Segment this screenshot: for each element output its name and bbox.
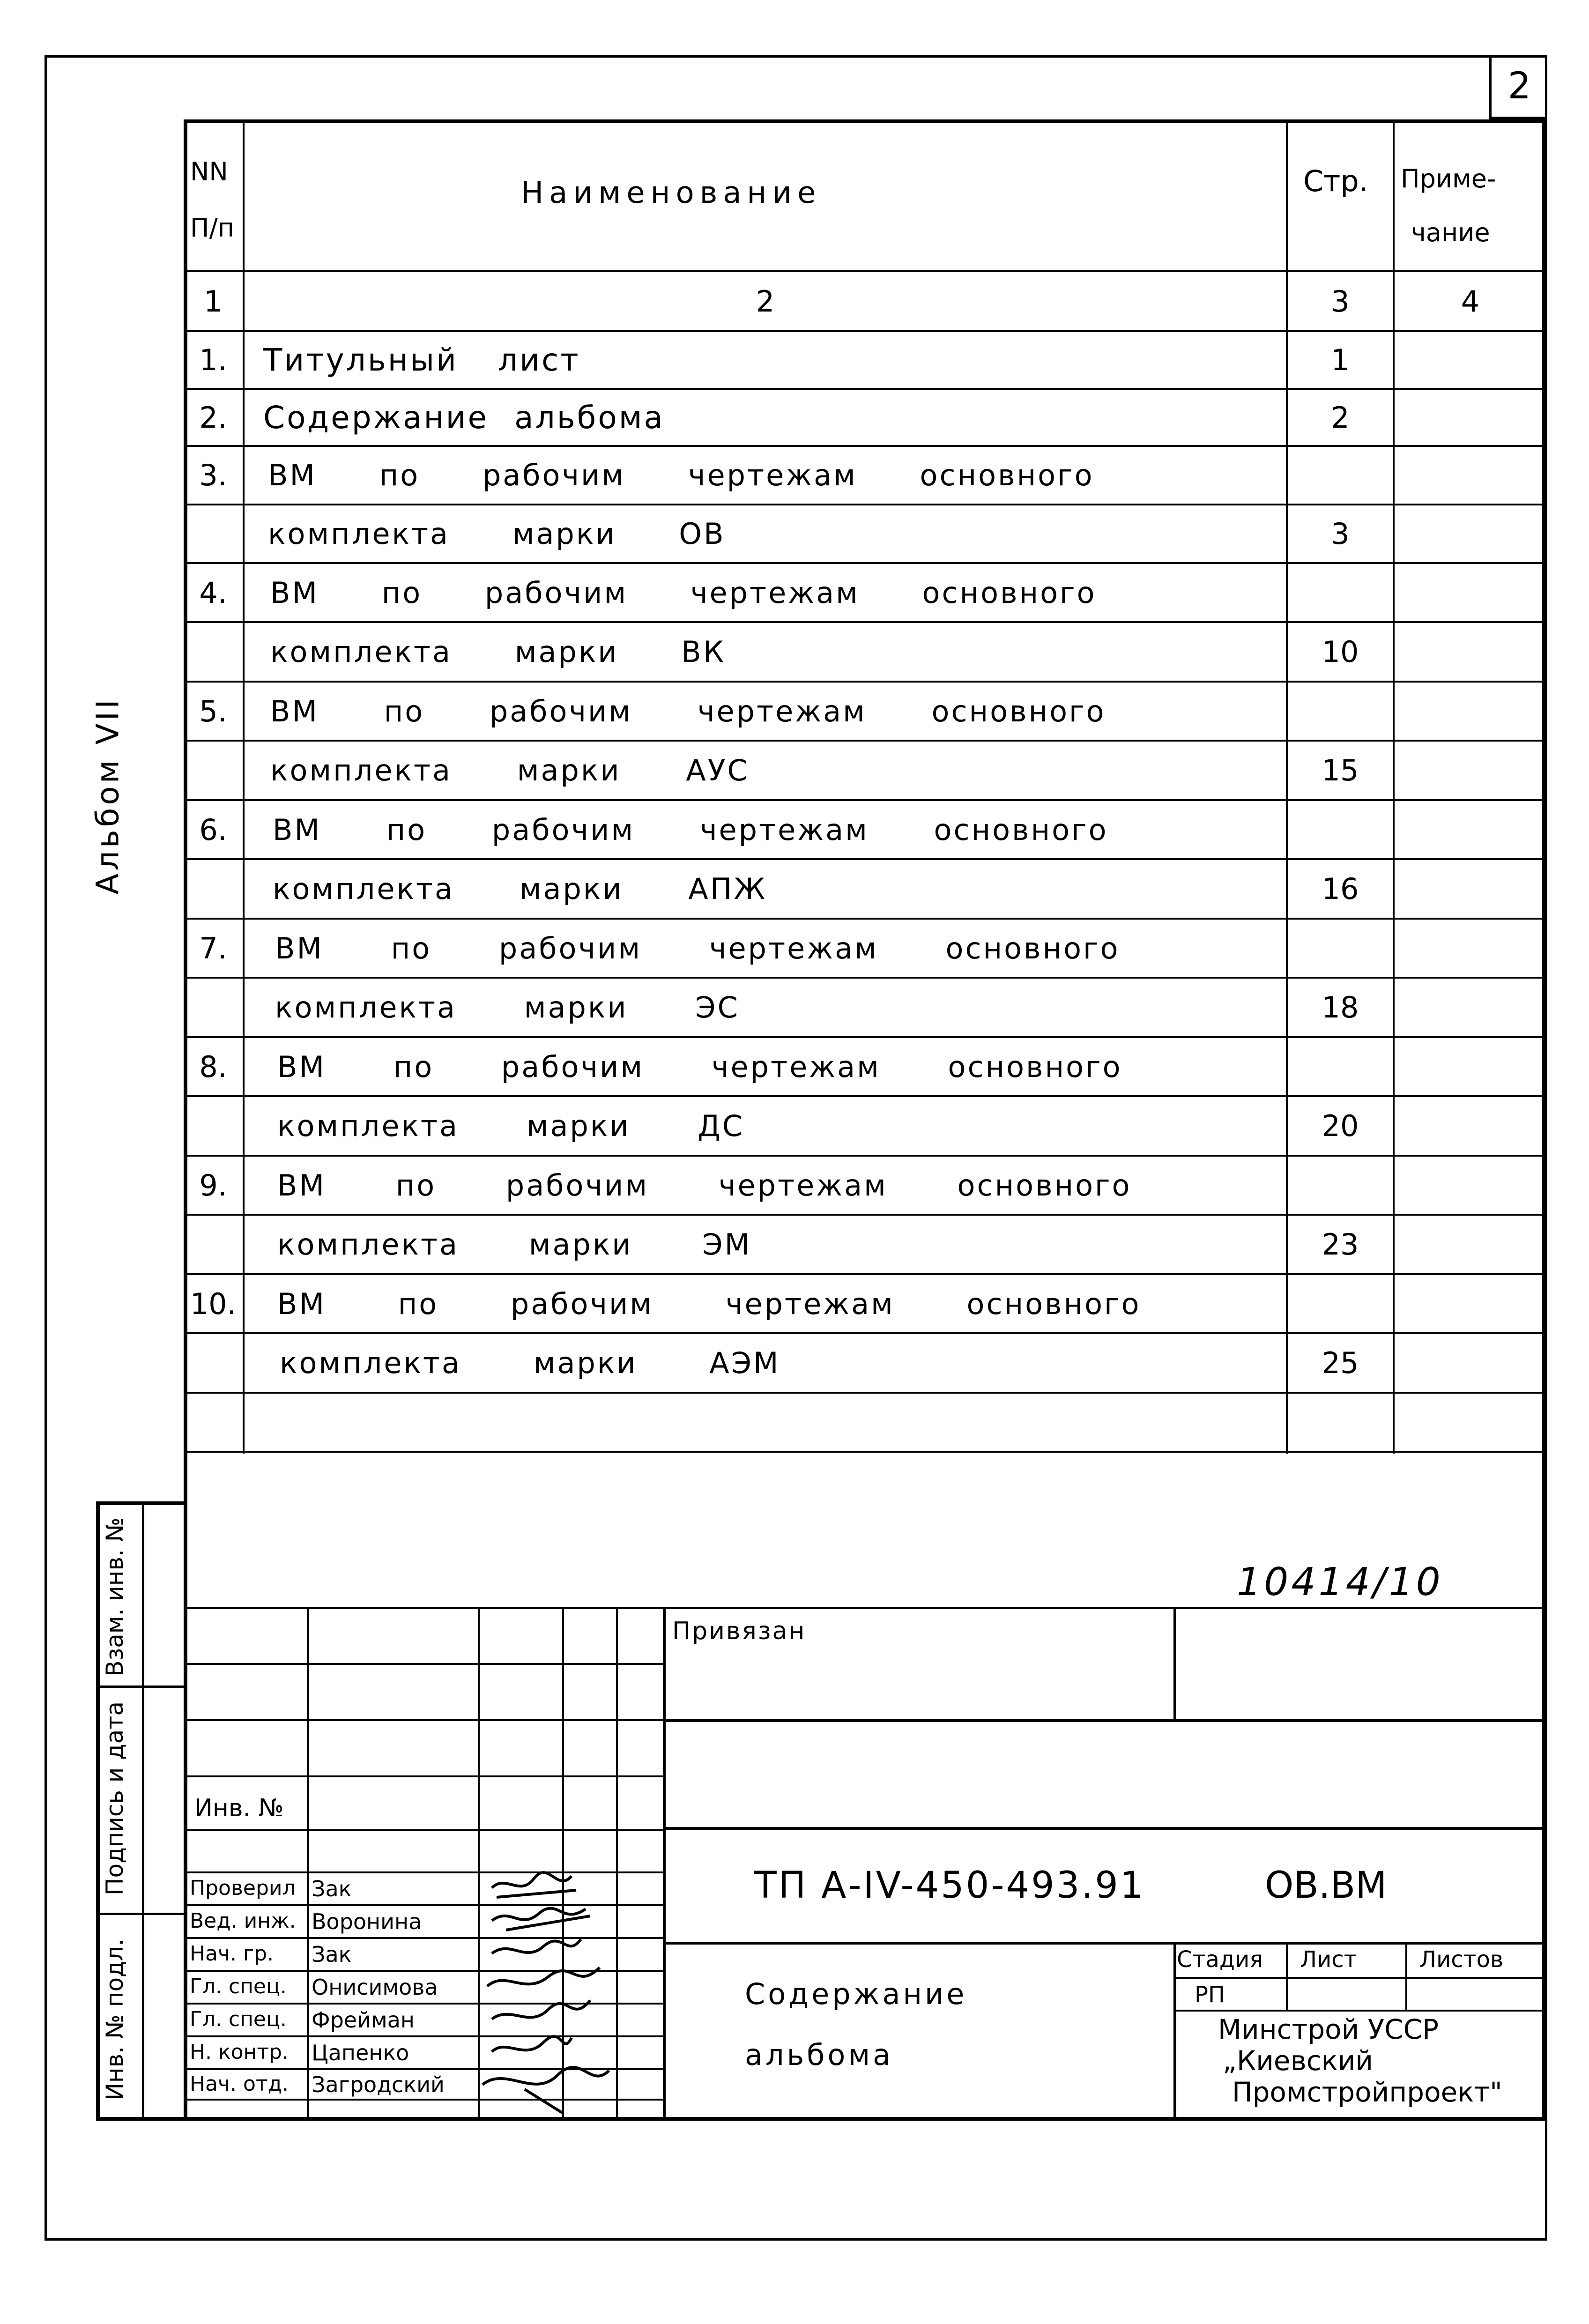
document-mark: ОВ.ВМ [1265, 1864, 1387, 1907]
header-num-2: П/п [190, 213, 235, 243]
item-page: 20 [1322, 1109, 1359, 1143]
header-num-1: NN [190, 157, 228, 186]
item-num: 7. [199, 931, 227, 965]
item-name-line2: комплекта марки ЭМ [277, 1227, 752, 1262]
header-name: Наименование [521, 176, 822, 210]
item-name-line1: ВМ по рабочим чертежам основного [273, 812, 1108, 847]
signer-role: Н. контр. [190, 2040, 289, 2064]
header-note-2: чание [1411, 218, 1490, 247]
col-number-3: 3 [1331, 284, 1350, 319]
item-name-line2: комплекта марки АУС [270, 753, 750, 787]
signer-name: Зак [312, 1942, 352, 1967]
signer-name: Загродский [312, 2072, 445, 2097]
title-block [187, 1607, 1546, 2121]
signer-role: Гл. спец. [190, 2007, 287, 2031]
contents-table [184, 119, 1546, 1454]
signer-role: Гл. спец. [190, 1975, 287, 1998]
item-num: 5. [199, 694, 227, 728]
item-page: 1 [1331, 343, 1350, 377]
sheets-label: Листов [1419, 1946, 1504, 1973]
item-page: 15 [1322, 753, 1359, 787]
item-page: 10 [1322, 635, 1359, 669]
item-name-line2: комплекта марки ДС [277, 1109, 745, 1143]
side-stamp-vzam-inv: Взам. инв. № [101, 1517, 128, 1677]
stage-value: РП [1195, 1982, 1225, 2008]
side-stamp-signature-date: Подпись и дата [101, 1701, 128, 1896]
item-page: 3 [1331, 517, 1350, 551]
signer-role: Нач. гр. [190, 1942, 274, 1966]
item-page: 25 [1322, 1346, 1359, 1380]
item-name: Титульный лист [263, 342, 580, 378]
handwritten-code: 10414/10 [1237, 1560, 1443, 1604]
sheet-label: Лист [1300, 1946, 1357, 1973]
organization-line-2: „Киевский [1223, 2045, 1374, 2077]
title-line-2: альбома [745, 2038, 894, 2072]
document-code: ТП А-IV-450-493.91 [754, 1864, 1145, 1907]
signer-role: Вед. инж. [190, 1909, 296, 1933]
organization-line-3: Промстройпроект" [1232, 2076, 1502, 2108]
header-note-1: Приме- [1401, 164, 1496, 193]
sheet-number-box [1489, 55, 1547, 119]
signer-name: Зак [312, 1876, 352, 1901]
item-num: 10. [190, 1286, 237, 1321]
item-num: 3. [199, 458, 227, 492]
item-num: 8. [199, 1049, 227, 1084]
item-name-line1: ВМ по рабочим чертежам основного [277, 1049, 1122, 1084]
title-line-1: Содержание [745, 1977, 967, 2011]
item-name-line1: ВМ по рабочим чертежам основного [275, 931, 1120, 965]
signer-role: Проверил [190, 1876, 296, 1900]
signer-name: Фрейман [312, 2007, 415, 2033]
organization-line-1: Минстрой УССР [1218, 2013, 1439, 2045]
item-num: 2. [199, 400, 227, 435]
item-num: 1. [199, 343, 227, 377]
item-name-line1: ВМ по рабочим чертежам основного [277, 1168, 1132, 1203]
col-number-1: 1 [204, 284, 223, 319]
item-name-line1: ВМ по рабочим чертежам основного [268, 458, 1094, 492]
item-name-line2: комплекта марки АПЖ [273, 872, 767, 906]
sheet-number: 2 [1507, 65, 1531, 107]
album-label: Альбом VII [89, 697, 126, 895]
signer-name: Онисимова [312, 1975, 438, 2000]
item-page: 16 [1322, 872, 1359, 906]
col-number-2: 2 [756, 284, 775, 319]
item-num: 9. [199, 1168, 227, 1203]
signer-name: Цапенко [312, 2040, 409, 2065]
header-page: Стр. [1303, 164, 1368, 198]
item-page: 18 [1322, 990, 1359, 1025]
inv-no-label: Инв. № [194, 1794, 284, 1822]
item-num: 6. [199, 812, 227, 847]
item-name-line2: комплекта марки ВК [270, 635, 726, 669]
item-name: Содержание альбома [263, 399, 665, 436]
item-name-line1: ВМ по рабочим чертежам основного [270, 694, 1106, 728]
signatures-drawing [478, 1869, 618, 2121]
item-name-line2: комплекта марки ОВ [268, 517, 726, 551]
item-name-line1: ВМ по рабочим чертежам основного [277, 1286, 1141, 1321]
item-num: 4. [199, 575, 227, 610]
item-name-line1: ВМ по рабочим чертежам основного [270, 575, 1097, 610]
item-name-line2: комплекта марки ЭС [275, 990, 740, 1025]
privyazan-label: Привязан [672, 1617, 806, 1645]
item-page: 23 [1322, 1227, 1359, 1262]
stage-label: Стадия [1177, 1946, 1263, 1973]
side-stamp-inv-podl: Инв. № подл. [101, 1938, 128, 2101]
item-name-line2: комплекта марки АЭМ [280, 1346, 780, 1380]
item-page: 2 [1331, 400, 1350, 435]
col-number-4: 4 [1461, 284, 1480, 319]
signer-role: Нач. отд. [190, 2072, 289, 2096]
signer-name: Воронина [312, 1909, 422, 1934]
